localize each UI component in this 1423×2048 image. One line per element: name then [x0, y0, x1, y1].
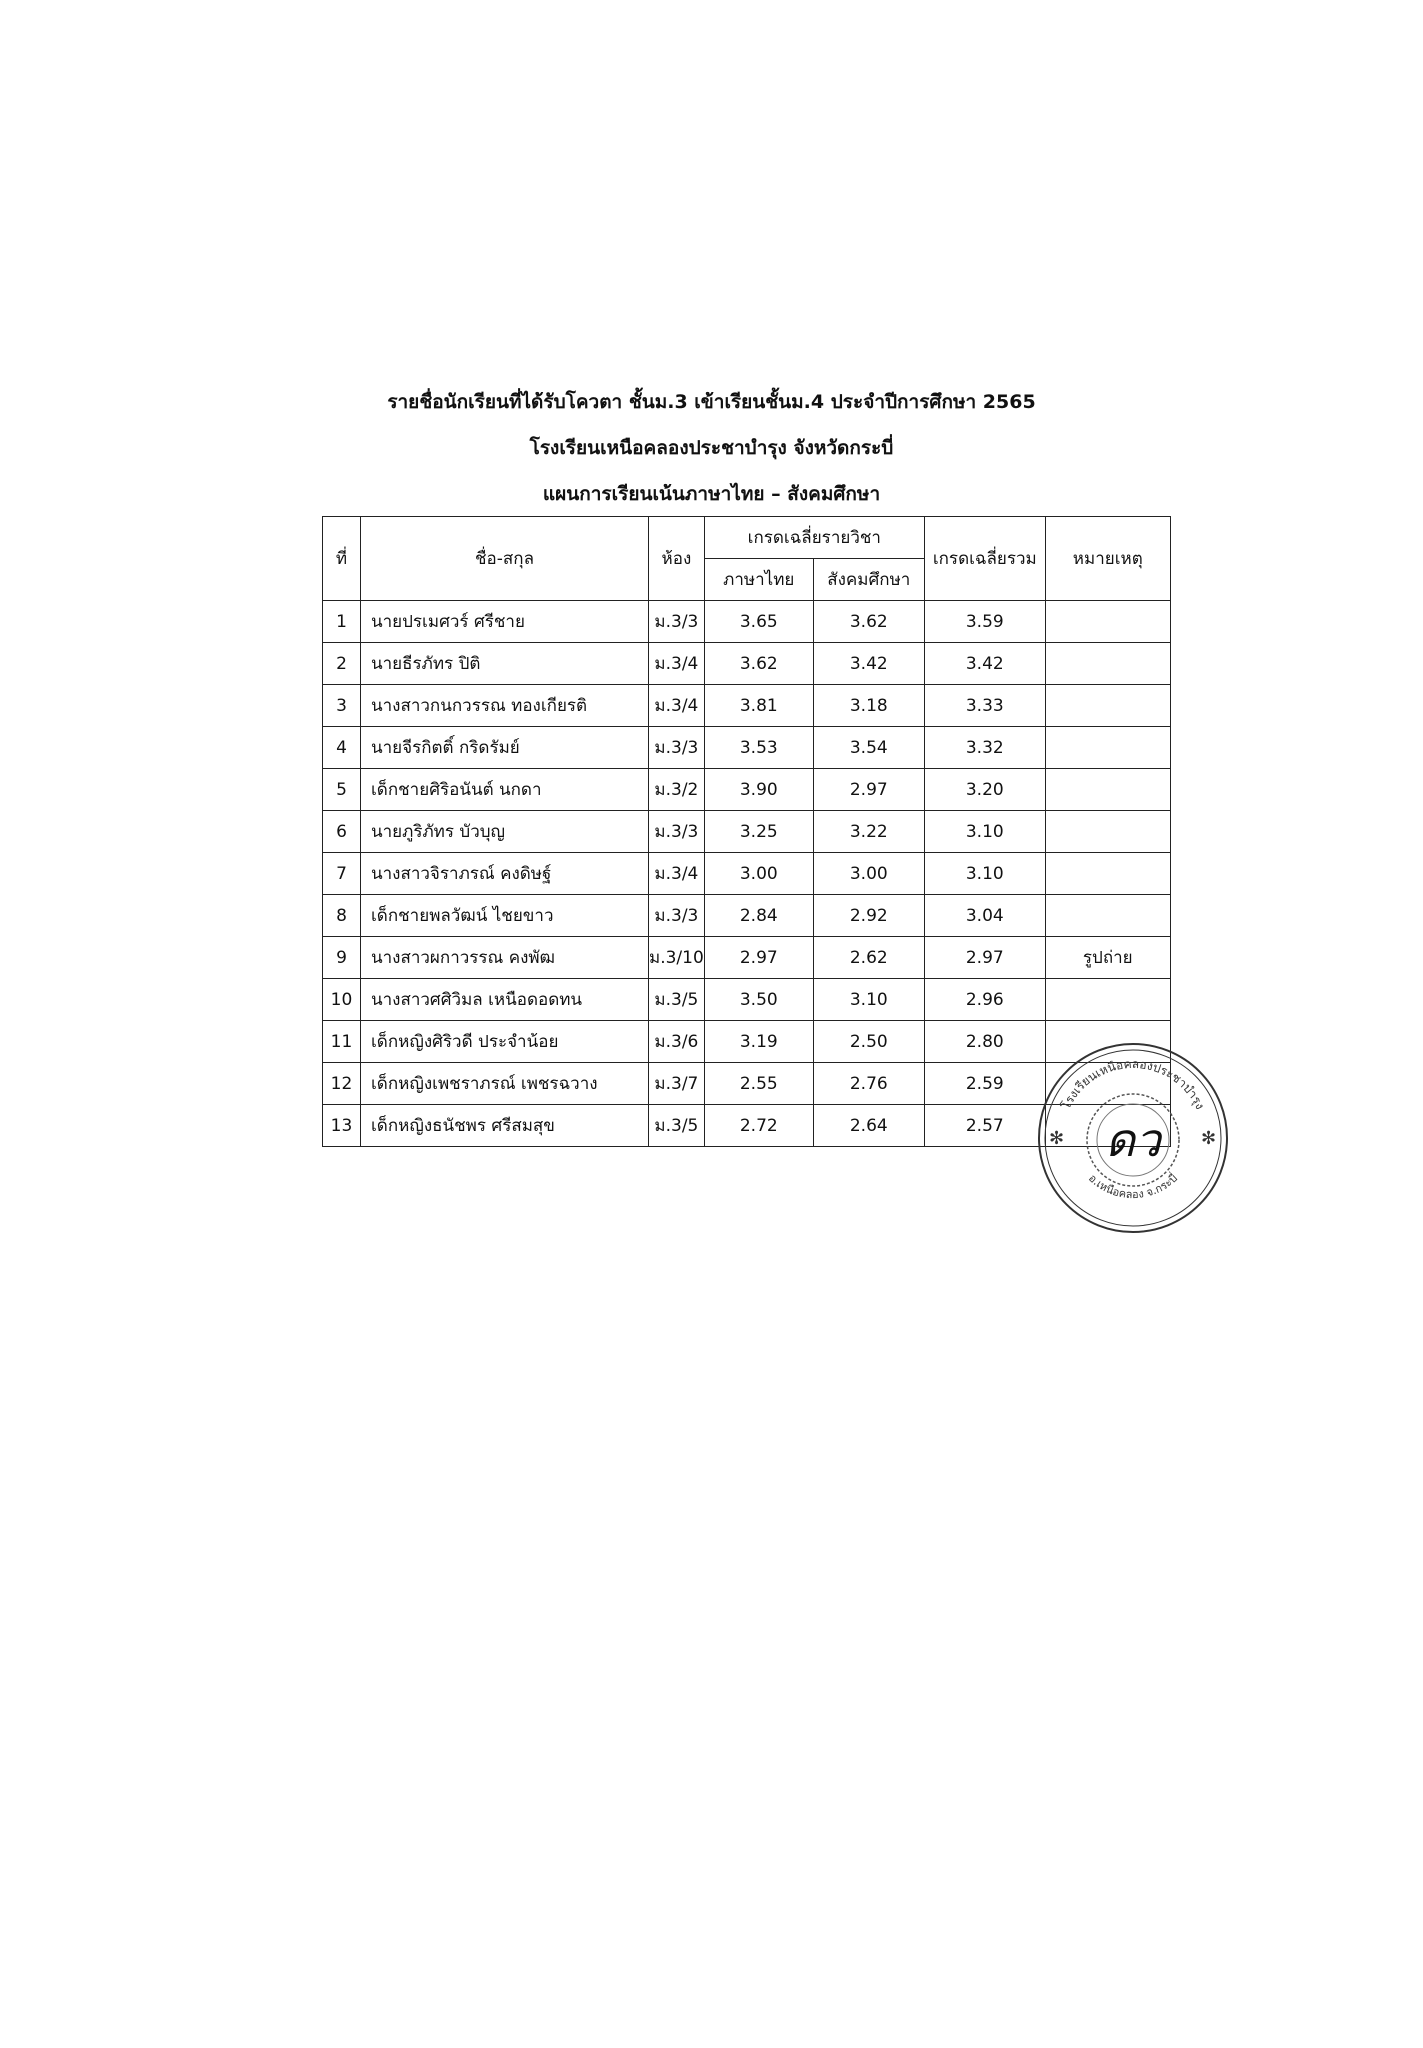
student-quota-table — [322, 516, 1171, 1147]
table-row — [323, 727, 1171, 769]
cell-name: นางสาวผกาวรรณ คงพัฒ — [361, 937, 649, 979]
cell-no: 6 — [323, 811, 361, 853]
cell-overall: 3.04 — [924, 895, 1045, 937]
cell-note — [1045, 1063, 1170, 1105]
cell-overall: 3.10 — [924, 811, 1045, 853]
cell-name: นางสาวศศิวิมล เหนือดอดทน — [361, 979, 649, 1021]
cell-room: ม.3/10 — [649, 937, 705, 979]
col-header-name: ชื่อ-สกุล — [361, 517, 649, 601]
cell-note: รูปถ่าย — [1045, 937, 1170, 979]
cell-social: 2.50 — [813, 1021, 924, 1063]
cell-no: 1 — [323, 601, 361, 643]
document-title: รายชื่อนักเรียนที่ได้รับโควตา ชั้นม.3 เข้าเรียนชั้นม.4 ประจำปีการศึกษา 2565 — [387, 391, 1036, 413]
cell-note — [1045, 1021, 1170, 1063]
col-header-thai: ภาษาไทย — [704, 559, 813, 601]
cell-thai: 3.90 — [704, 769, 813, 811]
cell-note — [1045, 1105, 1170, 1147]
cell-name: เด็กชายพลวัฒน์ ไชยขาว — [361, 895, 649, 937]
cell-name: เด็กหญิงธนัชพร ศรีสมสุข — [361, 1105, 649, 1147]
cell-thai: 2.84 — [704, 895, 813, 937]
cell-note — [1045, 895, 1170, 937]
cell-note — [1045, 601, 1170, 643]
col-header-social: สังคมศึกษา — [813, 559, 924, 601]
cell-name: นางสาวกนกวรรณ ทองเกียรติ — [361, 685, 649, 727]
cell-name: เด็กหญิงศิริวดี ประจำน้อย — [361, 1021, 649, 1063]
cell-no: 2 — [323, 643, 361, 685]
cell-thai: 2.55 — [704, 1063, 813, 1105]
seal-top-text: โรงเรียนเหนือคลองประชาบำรุง — [1058, 1056, 1208, 1112]
cell-thai: 3.62 — [704, 643, 813, 685]
cell-social: 3.22 — [813, 811, 924, 853]
cell-social: 2.62 — [813, 937, 924, 979]
cell-name: เด็กหญิงเพชราภรณ์ เพชรฉวาง — [361, 1063, 649, 1105]
col-header-overall: เกรดเฉลี่ยรวม — [924, 517, 1045, 601]
cell-overall: 3.42 — [924, 643, 1045, 685]
cell-overall: 3.59 — [924, 601, 1045, 643]
cell-note — [1045, 769, 1170, 811]
cell-no: 8 — [323, 895, 361, 937]
cell-social: 3.54 — [813, 727, 924, 769]
cell-no: 12 — [323, 1063, 361, 1105]
cell-thai: 3.25 — [704, 811, 813, 853]
cell-room: ม.3/4 — [649, 853, 705, 895]
cell-overall: 3.32 — [924, 727, 1045, 769]
col-header-no: ที่ — [323, 517, 361, 601]
cell-room: ม.3/5 — [649, 979, 705, 1021]
cell-room: ม.3/4 — [649, 643, 705, 685]
cell-social: 2.92 — [813, 895, 924, 937]
cell-thai: 3.50 — [704, 979, 813, 1021]
col-header-room: ห้อง — [649, 517, 705, 601]
cell-no: 5 — [323, 769, 361, 811]
cell-thai: 2.72 — [704, 1105, 813, 1147]
cell-room: ม.3/3 — [649, 727, 705, 769]
cell-room: ม.3/3 — [649, 895, 705, 937]
table-row — [323, 937, 1171, 979]
cell-social: 3.62 — [813, 601, 924, 643]
cell-no: 4 — [323, 727, 361, 769]
cell-name: นายธีรภัทร ปิติ — [361, 643, 649, 685]
table-body — [323, 601, 1171, 1147]
cell-thai: 2.97 — [704, 937, 813, 979]
cell-social: 2.64 — [813, 1105, 924, 1147]
cell-overall: 3.10 — [924, 853, 1045, 895]
cell-no: 9 — [323, 937, 361, 979]
cell-no: 10 — [323, 979, 361, 1021]
cell-no: 7 — [323, 853, 361, 895]
cell-room: ม.3/7 — [649, 1063, 705, 1105]
cell-thai: 3.65 — [704, 601, 813, 643]
cell-overall: 2.97 — [924, 937, 1045, 979]
cell-note — [1045, 853, 1170, 895]
cell-note — [1045, 643, 1170, 685]
cell-social: 3.10 — [813, 979, 924, 1021]
cell-overall: 2.59 — [924, 1063, 1045, 1105]
col-header-subject-avg: เกรดเฉลี่ยรายวิชา — [704, 517, 924, 559]
cell-name: เด็กชายศิริอนันต์ นกดา — [361, 769, 649, 811]
seal-star-left-icon: ✻ — [1049, 1128, 1065, 1149]
table-row — [323, 895, 1171, 937]
table-row — [323, 685, 1171, 727]
cell-note — [1045, 979, 1170, 1021]
cell-thai: 3.81 — [704, 685, 813, 727]
cell-social: 3.00 — [813, 853, 924, 895]
cell-name: นายภูริภัทร บัวบุญ — [361, 811, 649, 853]
cell-name: นายจีรกิตติ์ กริดรัมย์ — [361, 727, 649, 769]
cell-name: นายปรเมศวร์ ศรีชาย — [361, 601, 649, 643]
cell-room: ม.3/5 — [649, 1105, 705, 1147]
cell-room: ม.3/3 — [649, 811, 705, 853]
table-row — [323, 853, 1171, 895]
cell-note — [1045, 685, 1170, 727]
school-name: โรงเรียนเหนือคลองประชาบำรุง จังหวัดกระบี่ — [529, 437, 894, 459]
signature: ดว — [1105, 1113, 1161, 1167]
cell-no: 11 — [323, 1021, 361, 1063]
cell-social: 2.76 — [813, 1063, 924, 1105]
table-row — [323, 979, 1171, 1021]
cell-overall: 2.96 — [924, 979, 1045, 1021]
table-row — [323, 1021, 1171, 1063]
cell-room: ม.3/4 — [649, 685, 705, 727]
cell-social: 3.42 — [813, 643, 924, 685]
cell-thai: 3.19 — [704, 1021, 813, 1063]
cell-overall: 2.57 — [924, 1105, 1045, 1147]
table-row — [323, 811, 1171, 853]
table-row — [323, 769, 1171, 811]
cell-thai: 3.53 — [704, 727, 813, 769]
cell-no: 13 — [323, 1105, 361, 1147]
seal-bottom-text: อ.เหนือคลอง จ.กระบี่ — [1085, 1171, 1181, 1202]
cell-room: ม.3/6 — [649, 1021, 705, 1063]
cell-note — [1045, 727, 1170, 769]
cell-overall: 3.33 — [924, 685, 1045, 727]
study-plan: แผนการเรียนเน้นภาษาไทย – สังคมศึกษา — [542, 483, 881, 505]
table-row — [323, 643, 1171, 685]
cell-note — [1045, 811, 1170, 853]
cell-no: 3 — [323, 685, 361, 727]
table-row — [323, 601, 1171, 643]
cell-social: 2.97 — [813, 769, 924, 811]
table-row — [323, 1063, 1171, 1105]
cell-thai: 3.00 — [704, 853, 813, 895]
cell-name: นางสาวจิราภรณ์ คงดิษฐ์ — [361, 853, 649, 895]
col-header-note: หมายเหตุ — [1045, 517, 1170, 601]
cell-overall: 3.20 — [924, 769, 1045, 811]
seal-star-right-icon: ✻ — [1201, 1128, 1217, 1149]
table-row — [323, 1105, 1171, 1147]
cell-overall: 2.80 — [924, 1021, 1045, 1063]
cell-room: ม.3/2 — [649, 769, 705, 811]
cell-social: 3.18 — [813, 685, 924, 727]
cell-room: ม.3/3 — [649, 601, 705, 643]
